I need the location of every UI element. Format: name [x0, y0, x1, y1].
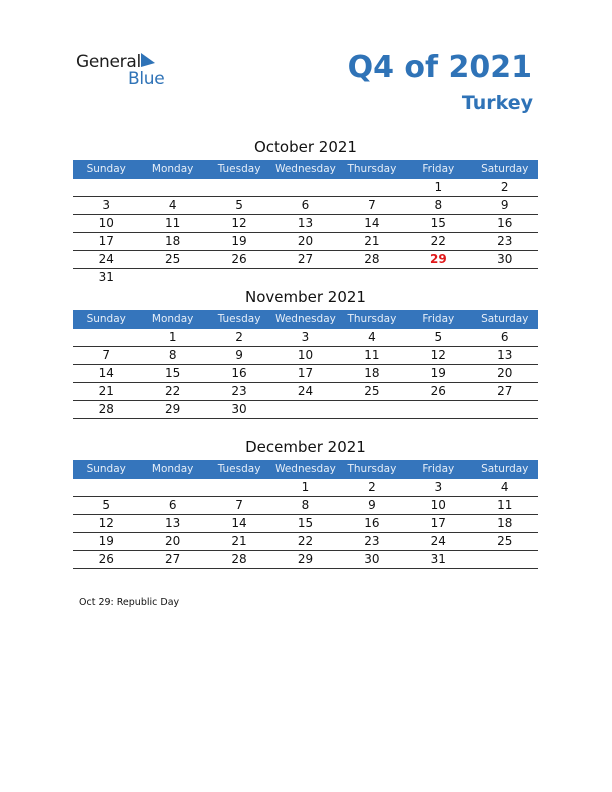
week-row: [73, 365, 538, 383]
weekday-label: Monday: [151, 163, 194, 175]
day-cell: 2: [235, 330, 243, 344]
day-cell: 9: [500, 198, 509, 212]
day-cell: 16: [231, 366, 247, 380]
weekday-label: Friday: [422, 463, 455, 475]
week-row: [73, 251, 538, 269]
month-december: [73, 436, 538, 569]
day-cell: [139, 179, 205, 196]
day-cell: 3: [102, 198, 111, 212]
quarter-title: Q4 of 2021: [347, 50, 532, 85]
day-cell: 23: [231, 384, 247, 398]
weekday-header: [73, 310, 538, 329]
day-cell: 26: [231, 252, 247, 266]
day-cell: 16: [364, 516, 380, 530]
week-row: [73, 515, 538, 533]
day-cell: 1: [434, 180, 443, 194]
weekday-label: Monday: [151, 313, 194, 325]
weekday-label: Wednesday: [275, 313, 336, 325]
day-cell: [206, 179, 272, 196]
day-cell: 8: [168, 348, 177, 362]
day-cell: 20: [497, 366, 513, 380]
day-cell: 27: [297, 252, 314, 266]
weekday-label: Thursday: [347, 163, 397, 175]
day-cell: 23: [497, 234, 513, 248]
day-cell: 18: [497, 516, 513, 530]
day-cell: 31: [98, 270, 114, 284]
week-row: [73, 533, 538, 551]
weekday-label: Tuesday: [217, 313, 261, 325]
day-cell: 30: [497, 252, 513, 266]
week-row: [73, 269, 538, 286]
day-cell: [472, 551, 538, 568]
day-cell: [73, 479, 139, 496]
day-cell: 19: [98, 534, 114, 548]
day-cell: 28: [231, 552, 247, 566]
day-cell: [405, 401, 471, 418]
day-cell: 30: [231, 402, 247, 416]
day-cell: [339, 401, 405, 418]
day-cell: 6: [168, 498, 177, 512]
weekday-label: Sunday: [86, 163, 126, 175]
day-cell: 26: [430, 384, 446, 398]
day-cell: 31: [430, 552, 446, 566]
weekday-label: Sunday: [86, 313, 126, 325]
day-cell: 21: [364, 234, 380, 248]
month-title: November 2021: [245, 288, 366, 306]
day-cell: 28: [364, 252, 380, 266]
day-cell: 6: [301, 198, 310, 212]
day-cell: 15: [430, 216, 446, 230]
month-title: December 2021: [245, 438, 366, 456]
day-cell: 9: [235, 348, 243, 362]
day-cell: 1: [301, 480, 310, 494]
day-cell: 22: [430, 234, 446, 248]
month-november: [73, 286, 538, 419]
day-cell: 7: [102, 348, 111, 362]
day-cell: [206, 479, 272, 496]
logo-flag-icon: [141, 53, 155, 67]
day-cell: 21: [98, 384, 114, 398]
day-cell: 4: [368, 330, 376, 344]
day-cell: 8: [301, 498, 310, 512]
day-cell: 10: [430, 498, 446, 512]
logo-blue-text: Blue: [128, 69, 165, 89]
day-cell: 15: [164, 366, 181, 380]
day-cell: 18: [364, 366, 380, 380]
day-cell: 18: [164, 234, 181, 248]
day-cell: 7: [368, 198, 376, 212]
day-cell: 19: [430, 366, 446, 380]
day-cell: 5: [102, 498, 111, 512]
day-cell: [73, 329, 139, 346]
weekday-label: Saturday: [481, 313, 529, 325]
logo-general-text: General: [76, 52, 141, 72]
day-cell: 22: [297, 534, 314, 548]
day-cell: 19: [231, 234, 247, 248]
day-cell: 25: [164, 252, 181, 266]
weekday-label: Friday: [422, 163, 455, 175]
weekday-header: [73, 160, 538, 179]
month-title: October 2021: [254, 138, 357, 156]
day-cell: 17: [98, 234, 114, 248]
weekday-label: Monday: [151, 463, 194, 475]
day-cell: 11: [497, 498, 513, 512]
week-row: [73, 329, 538, 347]
day-cell: 11: [364, 348, 380, 362]
day-cell: 12: [98, 516, 114, 530]
weekday-label: Thursday: [347, 313, 397, 325]
day-cell: 12: [231, 216, 247, 230]
day-cell: 24: [297, 384, 314, 398]
day-cell: 26: [98, 552, 114, 566]
day-cell: [339, 269, 405, 286]
weekday-label: Wednesday: [275, 163, 336, 175]
day-cell: 4: [500, 480, 509, 494]
month-october: [73, 136, 538, 286]
day-cell: 13: [497, 348, 513, 362]
day-cell: [272, 269, 338, 286]
day-cell: 20: [164, 534, 181, 548]
day-cell: 10: [297, 348, 314, 362]
day-cell: 14: [231, 516, 247, 530]
weekday-label: Sunday: [86, 463, 126, 475]
day-cell: [472, 269, 538, 286]
day-cell: 2: [368, 480, 376, 494]
week-row: [73, 479, 538, 497]
day-cell: [472, 401, 538, 418]
day-cell: 27: [497, 384, 513, 398]
day-cell: [405, 269, 471, 286]
day-cell: [73, 179, 139, 196]
day-cell: [272, 401, 338, 418]
day-cell: 13: [164, 516, 181, 530]
day-cell: 17: [430, 516, 446, 530]
day-cell: 4: [168, 198, 177, 212]
day-cell: 20: [297, 234, 314, 248]
day-cell: 23: [364, 534, 380, 548]
week-row: [73, 497, 538, 515]
weekday-label: Saturday: [481, 463, 529, 475]
day-cell: 10: [98, 216, 114, 230]
day-cell: 29: [429, 252, 447, 266]
week-row: [73, 551, 538, 569]
week-row: [73, 401, 538, 419]
day-cell: 5: [235, 198, 243, 212]
day-cell: 8: [434, 198, 443, 212]
day-cell: 24: [430, 534, 446, 548]
day-cell: 27: [164, 552, 181, 566]
day-cell: 14: [98, 366, 114, 380]
day-cell: [139, 479, 205, 496]
day-cell: 9: [368, 498, 376, 512]
day-cell: 25: [364, 384, 380, 398]
weekday-label: Saturday: [481, 163, 529, 175]
weekday-label: Friday: [422, 313, 455, 325]
day-cell: 15: [297, 516, 314, 530]
day-cell: [206, 269, 272, 286]
weekday-header: [73, 460, 538, 479]
logo: [76, 52, 176, 88]
week-row: [73, 215, 538, 233]
day-cell: 7: [235, 498, 243, 512]
day-cell: 13: [297, 216, 314, 230]
day-cell: 2: [500, 180, 509, 194]
week-row: [73, 179, 538, 197]
holiday-note: Oct 29: Republic Day: [79, 597, 180, 608]
day-cell: 17: [297, 366, 314, 380]
week-row: [73, 233, 538, 251]
weekday-label: Thursday: [347, 463, 397, 475]
weekday-label: Tuesday: [217, 163, 261, 175]
day-cell: [272, 179, 338, 196]
day-cell: 29: [164, 402, 181, 416]
day-cell: 12: [430, 348, 446, 362]
day-cell: [339, 179, 405, 196]
day-cell: 6: [500, 330, 509, 344]
country-name: Turkey: [461, 92, 533, 114]
day-cell: 16: [497, 216, 513, 230]
day-cell: 21: [231, 534, 247, 548]
day-cell: 29: [297, 552, 314, 566]
week-row: [73, 383, 538, 401]
day-cell: 3: [301, 330, 310, 344]
day-cell: [139, 269, 205, 286]
weekday-label: Tuesday: [217, 463, 261, 475]
weekday-label: Wednesday: [275, 463, 336, 475]
day-cell: 5: [434, 330, 443, 344]
week-row: [73, 197, 538, 215]
week-row: [73, 347, 538, 365]
day-cell: 30: [364, 552, 380, 566]
day-cell: 3: [434, 480, 443, 494]
day-cell: 22: [164, 384, 181, 398]
day-cell: 25: [497, 534, 513, 548]
day-cell: 1: [168, 330, 177, 344]
day-cell: 11: [164, 216, 181, 230]
day-cell: 28: [98, 402, 114, 416]
day-cell: 24: [98, 252, 114, 266]
day-cell: 14: [364, 216, 380, 230]
